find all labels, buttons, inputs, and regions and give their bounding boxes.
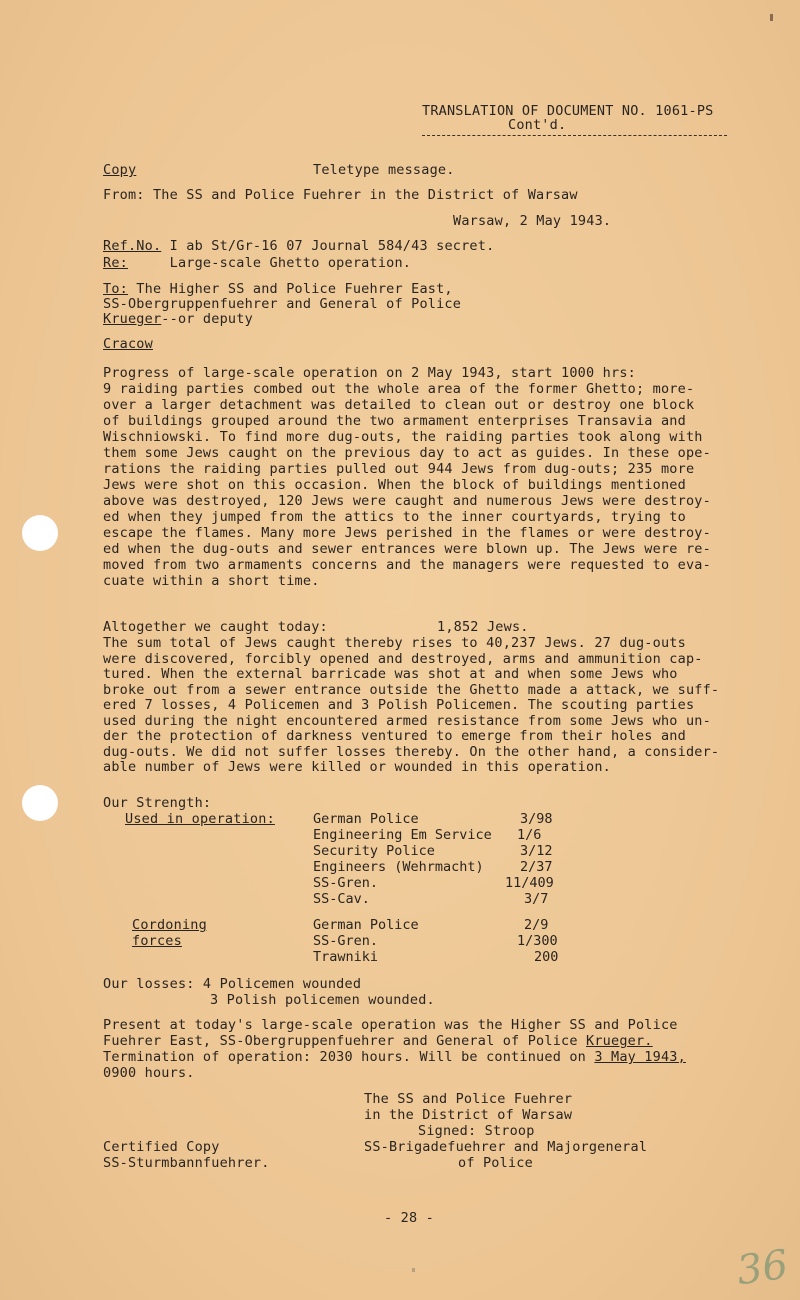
caught-label: Altogether we caught today: [103,619,328,635]
signer-title-1: The SS and Police Fuehrer [364,1091,573,1107]
p1-line: ed when they jumped from the attics to the inner courtyards, trying to [103,509,686,525]
p1-line: 9 raiding parties combed out the whole area of the former Ghetto; more- [103,381,695,397]
unit-count: 200 [534,949,559,965]
p1-line: over a larger detachment was detailed to clean out or destroy one block [103,397,695,413]
to-line2: SS-Obergruppenfuehrer and General of Police [103,296,462,312]
continuation-date: 3 May 1943, [594,1049,686,1065]
p1-line: rations the raiding parties pulled out 944 Jews from dug-outs; 235 more [103,461,695,477]
p2-line: dug-outs. We did not suffer losses thereby. On the other hand, a consider- [103,743,720,760]
re-value: Large-scale Ghetto operation. [127,255,412,271]
caught-value: 1,852 Jews. [437,619,529,635]
unit-count: 3/12 [520,843,553,859]
p2-line: able number of Jews were killed or wounded in this operation. [103,759,611,775]
p1-line: moved from two armaments concerns and the managers were requested to eva- [103,557,711,573]
doc-contd: Cont'd. [508,117,567,133]
page-number: - 28 - [384,1210,434,1226]
signed-line: Signed: Stroop [418,1123,535,1139]
to-label: To: [103,281,128,297]
bottom-mark [412,1268,415,1272]
unit-count: 3/7 [524,891,549,907]
to-line1: The Higher SS and Police Fuehrer East, [127,281,453,297]
unit-name: SS-Cav. [313,891,370,907]
doc-title: TRANSLATION OF DOCUMENT NO. 1061-PS [422,103,714,119]
p1-line: Progress of large-scale operation on 2 May 1943, start 1000 hrs: [103,365,636,381]
p1-line: them some Jews caught on the previous day to act as guides. In these ope- [103,445,711,461]
unit-name: Engineers (Wehrmacht) [313,859,484,875]
unit-count: 2/37 [520,859,553,875]
paragraph-total [103,636,719,776]
p2-line: were discovered, forcibly opened and destroyed, arms and ammunition cap- [103,650,703,667]
p1-line: of buildings grouped around the two armament enterprises Transavia and [103,413,686,429]
unit-count: 3/98 [520,811,553,827]
message-type: Teletype message. [313,162,455,178]
termination-line: Termination of operation: 2030 hours. Will be continued on [103,1049,595,1065]
certifier-rank: SS-Sturmbannfuehrer. [103,1155,270,1171]
unit-name: German Police [313,811,419,827]
p1-line: ed when the dug-outs and sewer entrances were blown up. The Jews were re- [103,541,711,557]
unit-name: SS-Gren. [313,933,379,949]
unit-count: 11/409 [505,875,554,891]
strength-title: Our Strength: [103,795,212,811]
ref-value: I ab St/Gr-16 07 Journal 584/43 secret. [161,238,495,254]
p1-line: Wischniowski. To find more dug-outs, the raiding parties took along with [103,429,703,445]
unit-count: 1/6 [517,827,542,843]
punch-hole-top [22,515,58,551]
p1-line: escape the flames. Many more Jews perished in the flames or were destroy- [103,525,711,541]
unit-name: Trawniki [313,949,379,965]
p2-line: tured. When the external barricade was shot at and when some Jews who [103,666,678,682]
used-in-operation-label: Used in operation: [125,811,275,827]
copy-label: Copy [103,162,137,178]
corner-mark [770,14,773,21]
p2-line: der the protection of darkness ventured to emerge from their holes and [103,728,686,744]
p1-line: cuate within a short time. [103,573,320,589]
krueger-underlined: Krueger. [586,1033,653,1049]
cordoning-label-1: Cordoning [132,917,207,933]
unit-name: German Police [313,917,419,933]
continuation-time: 0900 hours. [103,1065,195,1081]
losses-line1: Our losses: 4 Policemen wounded [103,976,362,992]
p1-line: above was destroyed, 120 Jews were caught and numerous Jews were destroy- [103,493,711,509]
header-rule [422,135,727,136]
to-line3: --or deputy [161,311,253,327]
unit-name: Security Police [313,843,435,859]
unit-name: Engineering Em Service [313,827,492,843]
unit-count: 2/9 [524,917,549,933]
paragraph-progress [103,365,711,653]
signer-rank: SS-Brigadefuehrer and Majorgeneral [364,1139,648,1155]
signer-title-2: in the District of Warsaw [364,1107,573,1123]
p2-line: The sum total of Jews caught thereby rises to 40,237 Jews. 27 dug-outs [103,635,686,651]
unit-name: SS-Gren. [313,875,379,891]
unit-count: 1/300 [517,933,558,949]
krueger-name: Krueger [103,311,162,327]
certified-copy: Certified Copy [103,1139,220,1155]
cracow-line: Cracow [103,336,153,352]
cordoning-label-2: forces [132,933,182,949]
p2-line: used during the night encountered armed resistance from some Jews who un- [103,712,711,729]
p2-line: broke out from a sewer entrance outside the Ghetto made a attack, we suff- [103,681,720,698]
handwritten-page-number: 36 [734,1241,791,1295]
signer-police: of Police [458,1155,533,1171]
from-line: From: The SS and Police Fuehrer in the District of Warsaw [103,187,578,203]
punch-hole-bottom [22,785,58,821]
losses-line2: 3 Polish policemen wounded. [210,992,435,1008]
p1-line: Jews were shot on this occasion. When the block of buildings mentioned [103,477,686,493]
p2-line: ered 7 losses, 4 Policemen and 3 Polish Policemen. The scouting parties [103,697,695,713]
re-label: Re: [103,255,128,271]
present-line2: Fuehrer East, SS-Obergruppenfuehrer and General of Police [103,1033,587,1049]
present-line1: Present at today's large-scale operation was the Higher SS and Police [103,1017,678,1033]
ref-label: Ref.No. [103,238,162,254]
date-line: Warsaw, 2 May 1943. [453,213,612,229]
